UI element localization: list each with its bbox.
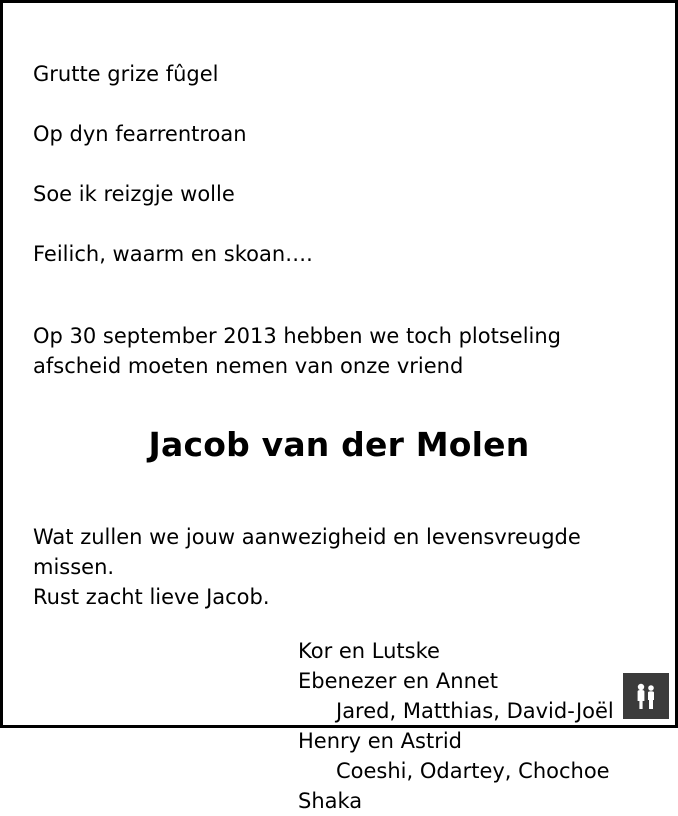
tribute-line: Rust zacht lieve Jacob. — [33, 585, 270, 609]
spacer — [33, 299, 645, 321]
poem-line: Op dyn fearrentroan — [33, 122, 247, 146]
deceased-name-block — [33, 425, 645, 464]
announcement-line: afscheid moeten nemen van onze vriend — [33, 354, 464, 378]
tribute-block — [33, 522, 645, 612]
survivors-block — [33, 636, 645, 816]
survivor-line: Shaka — [298, 789, 363, 813]
deceased-name: Jacob van der Molen — [148, 425, 530, 464]
announcement-line: Op 30 september 2013 hebben we toch plotseling — [33, 324, 562, 348]
poem-line: Feilich, waarm en skoan…. — [33, 242, 313, 266]
survivor-line: Kor en Lutske — [298, 639, 440, 663]
survivor-line: Henry en Astrid — [298, 729, 463, 753]
tribute-line: Wat zullen we jouw aanwezigheid en levensvreugde — [33, 525, 581, 549]
tribute-line: missen. — [33, 555, 115, 579]
survivor-line: Ebenezer en Annet — [298, 669, 499, 693]
poem-block — [33, 29, 645, 299]
poem-line: Soe ik reizgje wolle — [33, 182, 235, 206]
obituary-content — [3, 3, 675, 813]
poem-line: Grutte grize fûgel — [33, 62, 219, 86]
mourning-figures-icon — [623, 673, 669, 719]
survivor-line: Coeshi, Odartey, Chochoe — [336, 759, 610, 783]
announcement-block — [33, 321, 645, 381]
survivor-line: Jared, Matthias, David-Joël — [336, 699, 614, 723]
